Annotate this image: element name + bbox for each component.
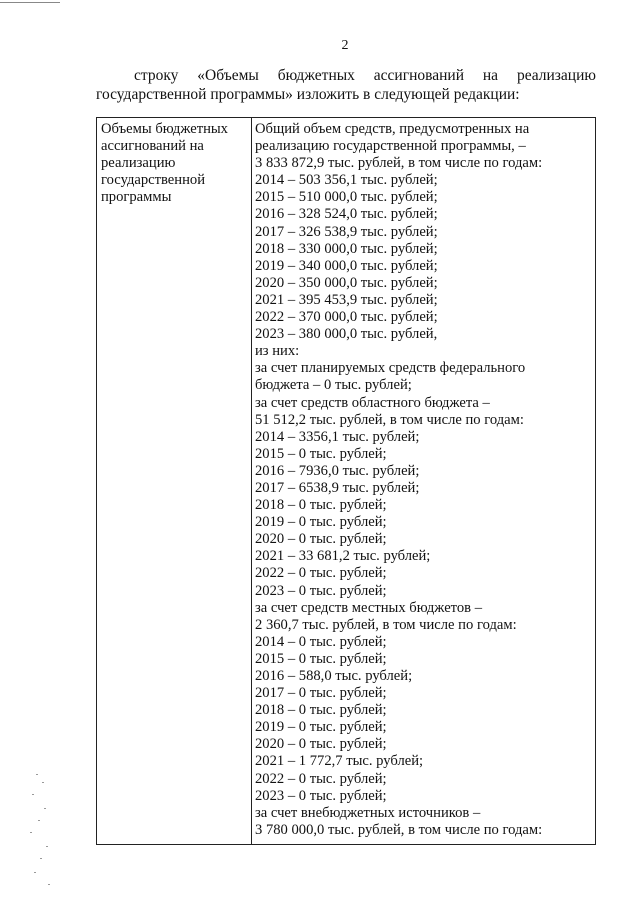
cell-line: 2014 – 0 тыс. рублей;	[255, 633, 387, 650]
intro-word: ассигнований	[373, 67, 464, 84]
top-rule	[0, 2, 60, 3]
cell-line: 2017 – 0 тыс. рублей;	[255, 685, 387, 702]
intro-word: на	[482, 67, 499, 84]
margin-scan-marks	[28, 772, 58, 892]
cell-line: за счет внебюджетных источников –	[255, 804, 481, 821]
cell-line: Объемы бюджетных	[101, 121, 228, 137]
intro-word: «Объемы	[197, 67, 259, 84]
cell-line: 2021 – 1 772,7 тыс. рублей;	[255, 753, 424, 770]
cell-line: 3 833 872,9 тыс. рублей, в том числе по годам:	[255, 155, 543, 172]
cell-line: 2022 – 0 тыс. рублей;	[255, 770, 387, 787]
cell-line: 2017 – 6538,9 тыс. рублей;	[255, 479, 420, 496]
cell-line: 2023 – 0 тыс. рублей;	[255, 582, 387, 599]
cell-line: бюджета – 0 тыс. рублей;	[255, 377, 412, 394]
cell-line: 2023 – 380 000,0 тыс. рублей,	[255, 326, 438, 343]
intro-line-1	[96, 66, 596, 85]
cell-line: 2017 – 326 538,9 тыс. рублей;	[255, 223, 438, 240]
page-number: 2	[341, 38, 349, 53]
cell-line: 2021 – 33 681,2 тыс. рублей;	[255, 548, 431, 565]
cell-line: 2020 – 0 тыс. рублей;	[255, 736, 387, 753]
cell-line: 2019 – 0 тыс. рублей;	[255, 719, 387, 736]
cell-line: реализацию государственной программы, –	[255, 138, 526, 155]
cell-line: 2020 – 350 000,0 тыс. рублей;	[255, 274, 438, 291]
intro-word: реализацию	[516, 67, 596, 84]
cell-line: из них:	[255, 343, 300, 360]
cell-line: 2015 – 0 тыс. рублей;	[255, 445, 387, 462]
cell-line: 3 780 000,0 тыс. рублей, в том числе по годам:	[255, 821, 543, 838]
cell-line: 2016 – 588,0 тыс. рублей;	[255, 668, 413, 684]
cell-line: 2015 – 510 000,0 тыс. рублей;	[255, 189, 438, 206]
cell-line: 2022 – 370 000,0 тыс. рублей;	[255, 309, 438, 326]
cell-line: 51 512,2 тыс. рублей, в том числе по годам:	[255, 411, 524, 428]
cell-line: ассигнований на	[101, 138, 204, 155]
cell-line: государственной	[101, 172, 206, 189]
cell-line: 2014 – 503 356,1 тыс. рублей;	[255, 172, 438, 189]
cell-line: 2022 – 0 тыс. рублей;	[255, 565, 387, 582]
cell-line: 2016 – 7936,0 тыс. рублей;	[255, 462, 420, 479]
intro-word: строку	[134, 67, 179, 84]
cell-line: 2019 – 340 000,0 тыс. рублей;	[255, 257, 438, 274]
cell-line: 2020 – 0 тыс. рублей;	[255, 531, 387, 548]
cell-line: 2014 – 3356,1 тыс. рублей;	[255, 428, 420, 445]
cell-line: 2016 – 328 524,0 тыс. рублей;	[255, 206, 438, 223]
cell-line: за счет средств местных бюджетов –	[255, 599, 482, 616]
cell-line: Общий объем средств, предусмотренных на	[255, 121, 530, 137]
cell-line: 2018 – 0 тыс. рублей;	[255, 497, 387, 514]
cell-line: 2018 – 0 тыс. рублей;	[255, 702, 387, 719]
label-cell	[97, 118, 252, 845]
budget-table	[96, 117, 596, 845]
cell-line: 2021 – 395 453,9 тыс. рублей;	[255, 291, 438, 308]
cell-line: 2015 – 0 тыс. рублей;	[255, 650, 387, 667]
table-row	[97, 118, 596, 845]
cell-line: 2 360,7 тыс. рублей, в том числе по годам:	[255, 616, 517, 633]
cell-line: за счет планируемых средств федерального	[255, 360, 526, 377]
cell-line: 2018 – 330 000,0 тыс. рублей;	[255, 240, 438, 257]
intro-paragraph	[96, 66, 596, 104]
cell-line: 2019 – 0 тыс. рублей;	[255, 514, 387, 531]
intro-line-2: государственной программы» изложить в следующей редакции:	[96, 86, 520, 103]
value-cell	[252, 118, 596, 845]
cell-line: за счет средств областного бюджета –	[255, 394, 490, 411]
cell-line: реализацию	[101, 155, 176, 172]
cell-line: 2023 – 0 тыс. рублей;	[255, 787, 387, 804]
cell-line: программы	[101, 189, 172, 206]
intro-word: бюджетных	[277, 67, 355, 84]
